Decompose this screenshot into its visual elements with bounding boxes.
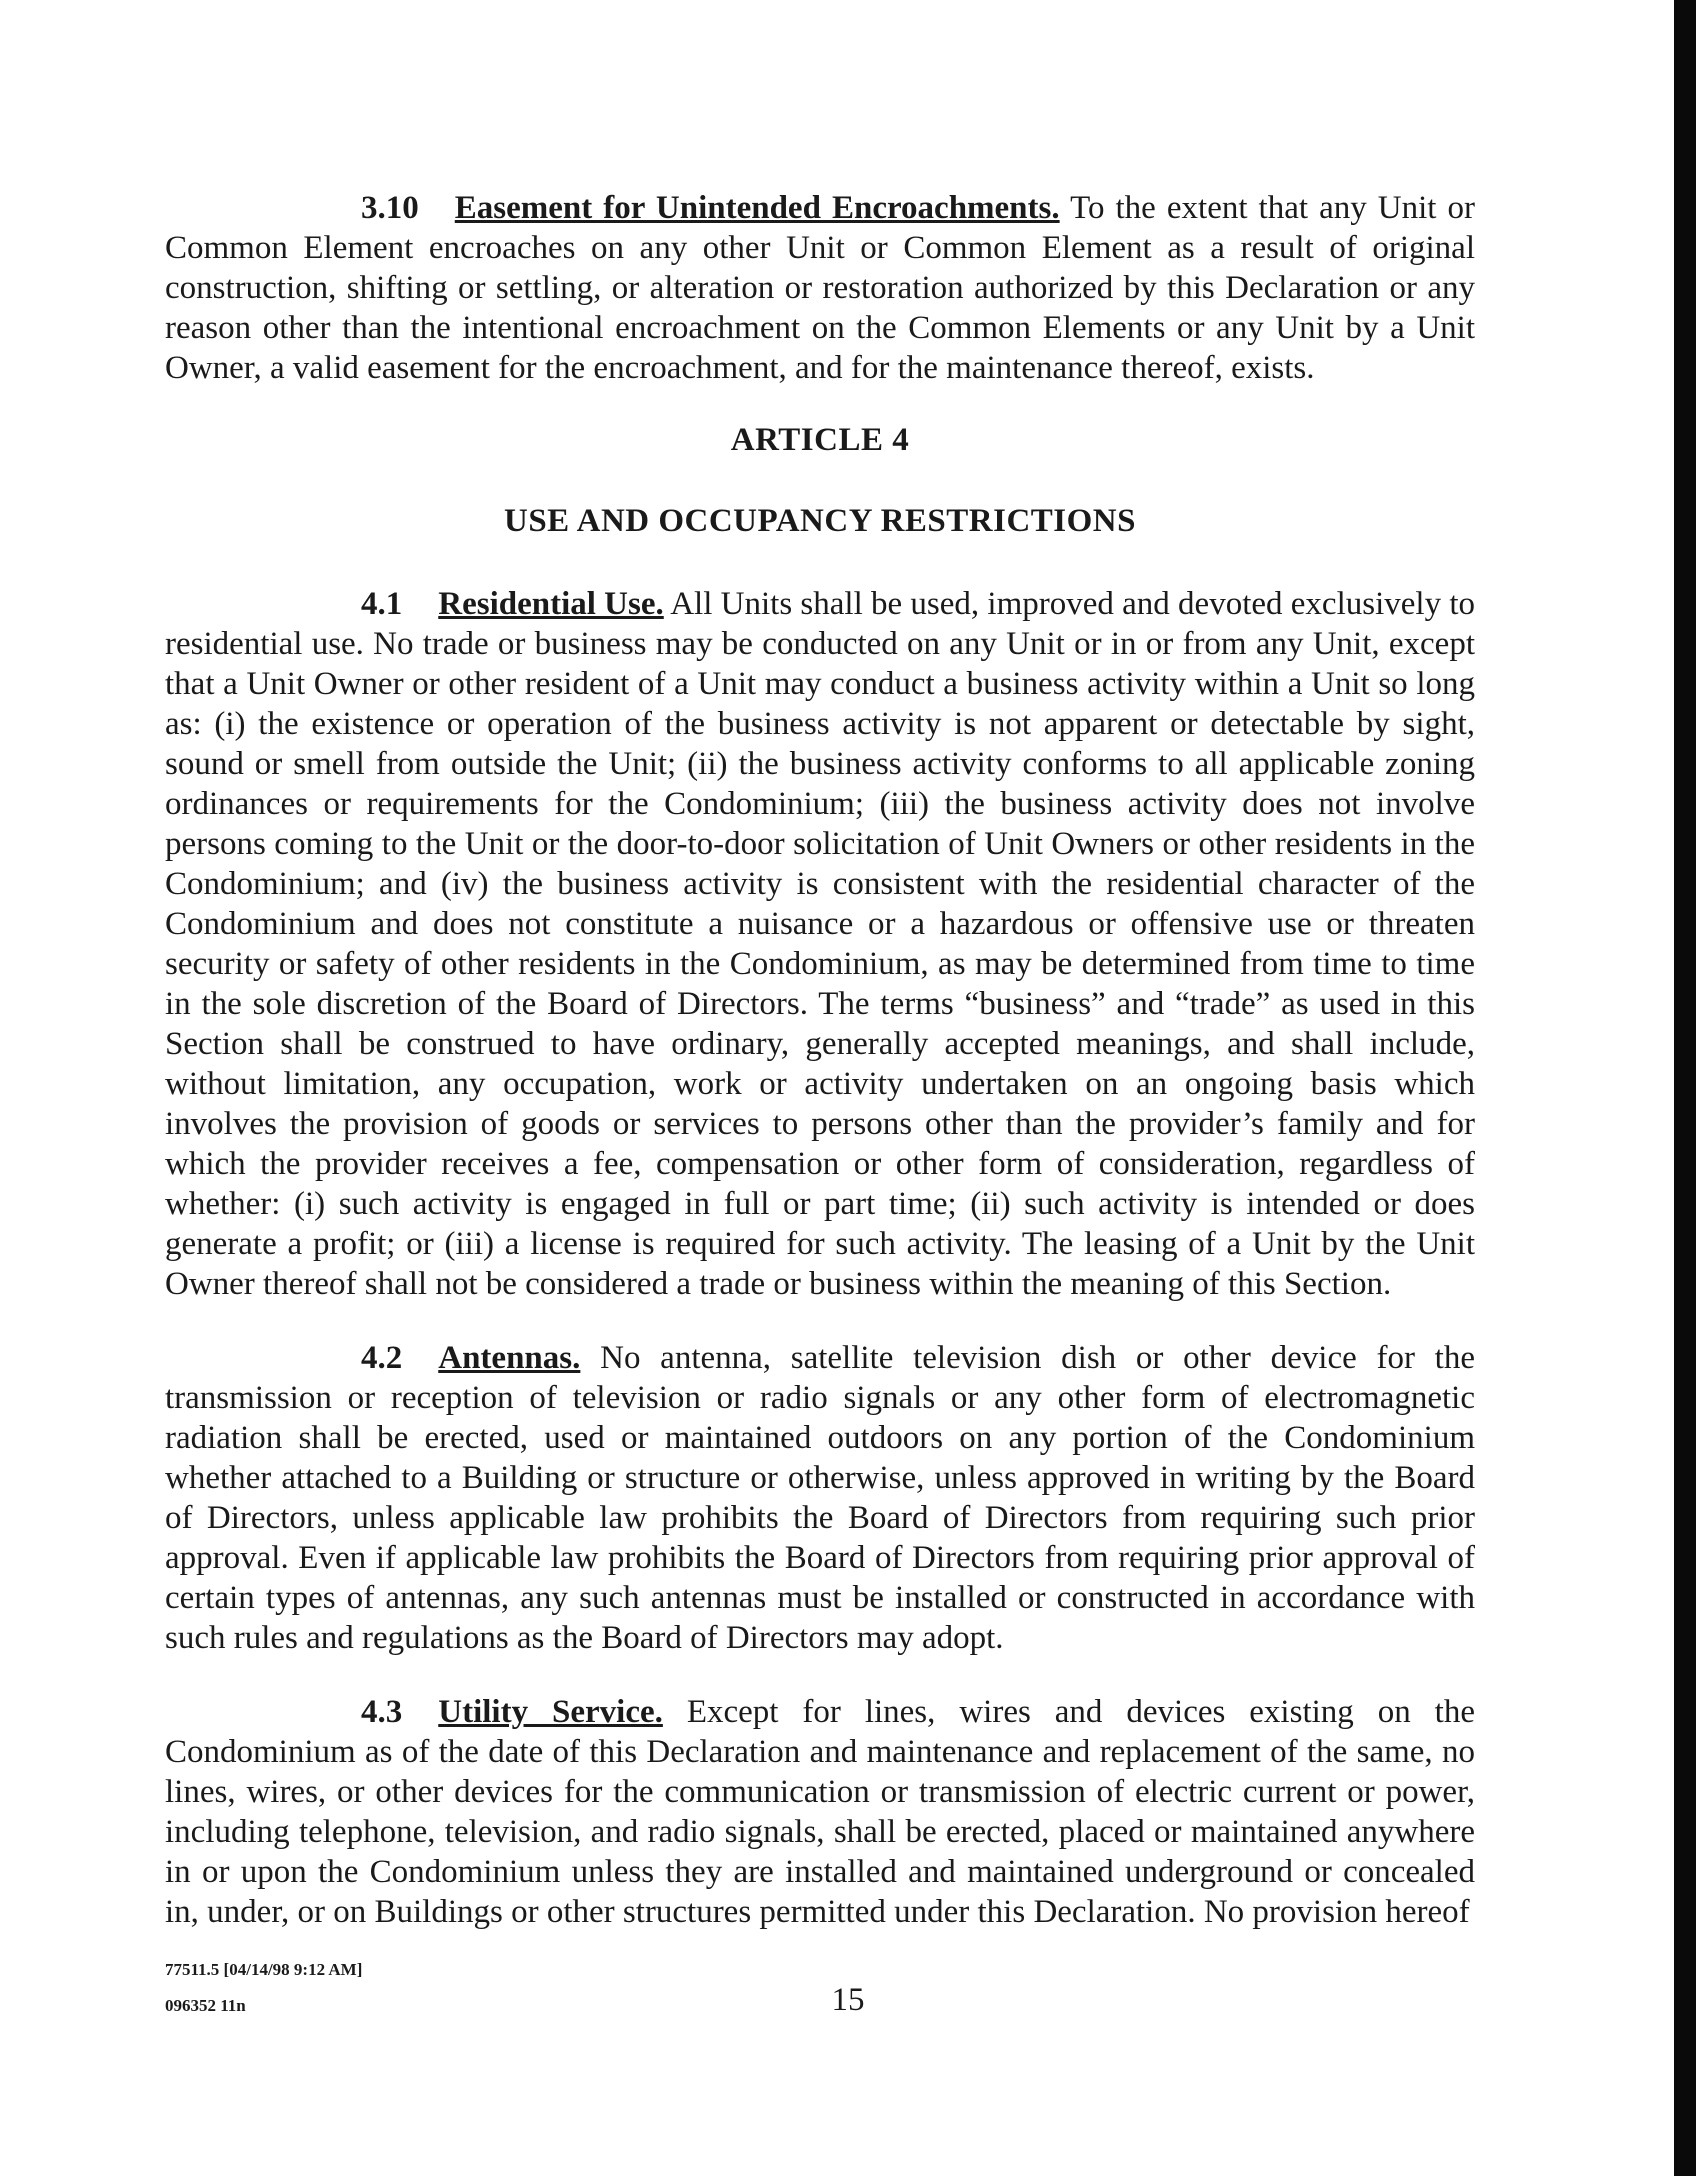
article-label: ARTICLE 4 [730,422,910,458]
section-number: 4.3 [361,1694,403,1730]
footer-doc-ref: 77511.5 [04/14/98 9:12 AM] [165,1960,363,1979]
section-text: All Units shall be used, improved and devoted exclusively to residential use. No trade or business may be conducted on any Unit or in or from any Unit, except that a Unit Owner or other resident of a Unit may conduct a business activity within a Unit so long as: (i) the existence or operation of the business activity is not apparent or detectable by sight, sound or smell from outside the Unit; (ii) the business activity conforms to all applicable zoning ordinances or requirements for the Condominium; (iii) the business activity does not involve persons coming to the Unit or the door-to-door solicitation of Unit Owners or other residents in the Condominium; and (iv) the business activity is consistent with the residential character of the Condominium and does not constitute a nuisance or a hazardous or offensive use or threaten security or safety of other residents in the Condominium, as may be determined from time to time in the sole discretion of the Board of Directors. The terms “business” and “trade” as used in this Section shall be construed to have ordinary, generally accepted meanings, and shall include, without limitation, any occupation, work or activity undertaken on an ongoing basis which involves the provision of goods or services to persons other than the provider’s family and for which the provider receives a fee, compensation or other form of consideration, regardless of whether: (i) such activity is engaged in full or part time; (ii) such activity is intended or does generate a profit; or (iii) a license is required for such activity. The leasing of a Unit by the Unit Owner thereof shall not be considered a trade or business within the meaning of this Section. [165,586,1476,1302]
section-3-10 [165,188,1475,388]
section-4-3 [165,1692,1475,1932]
section-title: Antennas. [438,1340,581,1376]
section-number: 4.2 [361,1340,403,1376]
footer-file-ref: 096352 11n [165,1996,246,2015]
document-page [165,188,1475,1966]
section-4-1 [165,584,1475,1304]
section-title: Easement for Unintended Encroachments. [454,190,1060,226]
section-number: 4.1 [361,586,403,622]
page-number: 15 [831,1982,865,2018]
article-title: USE AND OCCUPANCY RESTRICTIONS [503,503,1136,539]
section-number: 3.10 [361,190,419,226]
section-title: Residential Use. [438,586,664,622]
section-text: Except for lines, wires and devices existing on the Condominium as of the date of this Declaration and maintenance and replacement of the same, no lines, wires, or other devices for the communication or transmission of electric current or power, including telephone, television, and radio signals, shall be erected, placed or maintained anywhere in or upon the Condominium unless they are installed and maintained underground or concealed in, under, or on Buildings or other structures permitted under this Declaration. No provision hereof [165,1694,1475,1930]
section-title: Utility Service. [438,1694,663,1730]
section-text: To the extent that any Unit or Common Element encroaches on any other Unit or Common Element as a result of original construction, shifting or settling, or alteration or restoration authorized by this Declaration or any reason other than the intentional encroachment on the Common Elements or any Unit by a Unit Owner, a valid easement for the encroachment, and for the maintenance thereof, exists. [165,190,1476,386]
scan-border [1674,0,1696,2176]
section-text: No antenna, satellite television dish or other device for the transmission or reception of television or radio signals or any other form of electromagnetic radiation shall be erected, used or maintained outdoors on any portion of the Condominium whether attached to a Building or structure or otherwise, unless approved in writing by the Board of Directors, unless applicable law prohibits the Board of Directors from requiring such prior approval. Even if applicable law prohibits the Board of Directors from requiring prior approval of certain types of antennas, any such antennas must be installed or constructed in accordance with such rules and regulations as the Board of Directors may adopt. [165,1340,1475,1656]
section-4-2 [165,1338,1475,1658]
